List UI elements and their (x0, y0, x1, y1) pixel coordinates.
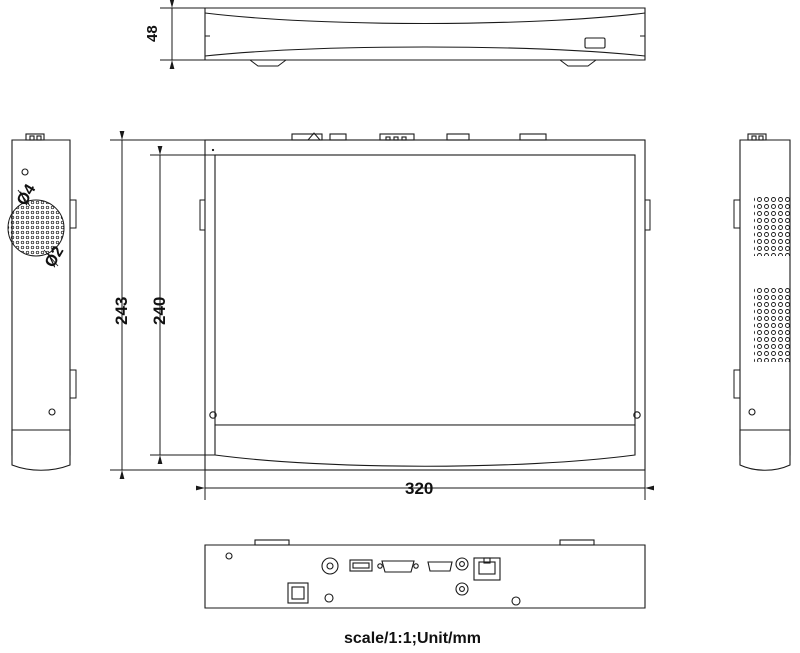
dim-label-320 (405, 479, 433, 499)
top-view-geometry (200, 133, 650, 470)
dim-label-48-text: 48 (144, 25, 161, 42)
dim-label-dia4 (14, 181, 40, 218)
left-side-view-geometry (8, 134, 76, 470)
dim-label-320-text: 320 (405, 479, 434, 498)
rear-view-geometry (205, 540, 645, 608)
dim-label-240-text: 240 (150, 296, 169, 325)
dim-48 (160, 8, 205, 60)
right-side-view-geometry (734, 134, 792, 470)
dim-label-dia4-text: Ø4 (14, 181, 40, 209)
dim-label-243 (112, 296, 140, 345)
dim-label-dia2 (42, 243, 68, 280)
dim-label-240 (150, 296, 178, 345)
scale-unit-caption (344, 630, 481, 648)
scale-unit-caption-text: scale/1:1;Unit/mm (344, 630, 481, 647)
dim-label-243-text: 243 (112, 296, 131, 325)
front-view-geometry (205, 8, 645, 66)
dim-label-48 (144, 25, 161, 59)
dim-label-dia2-text: Ø2 (42, 243, 68, 271)
